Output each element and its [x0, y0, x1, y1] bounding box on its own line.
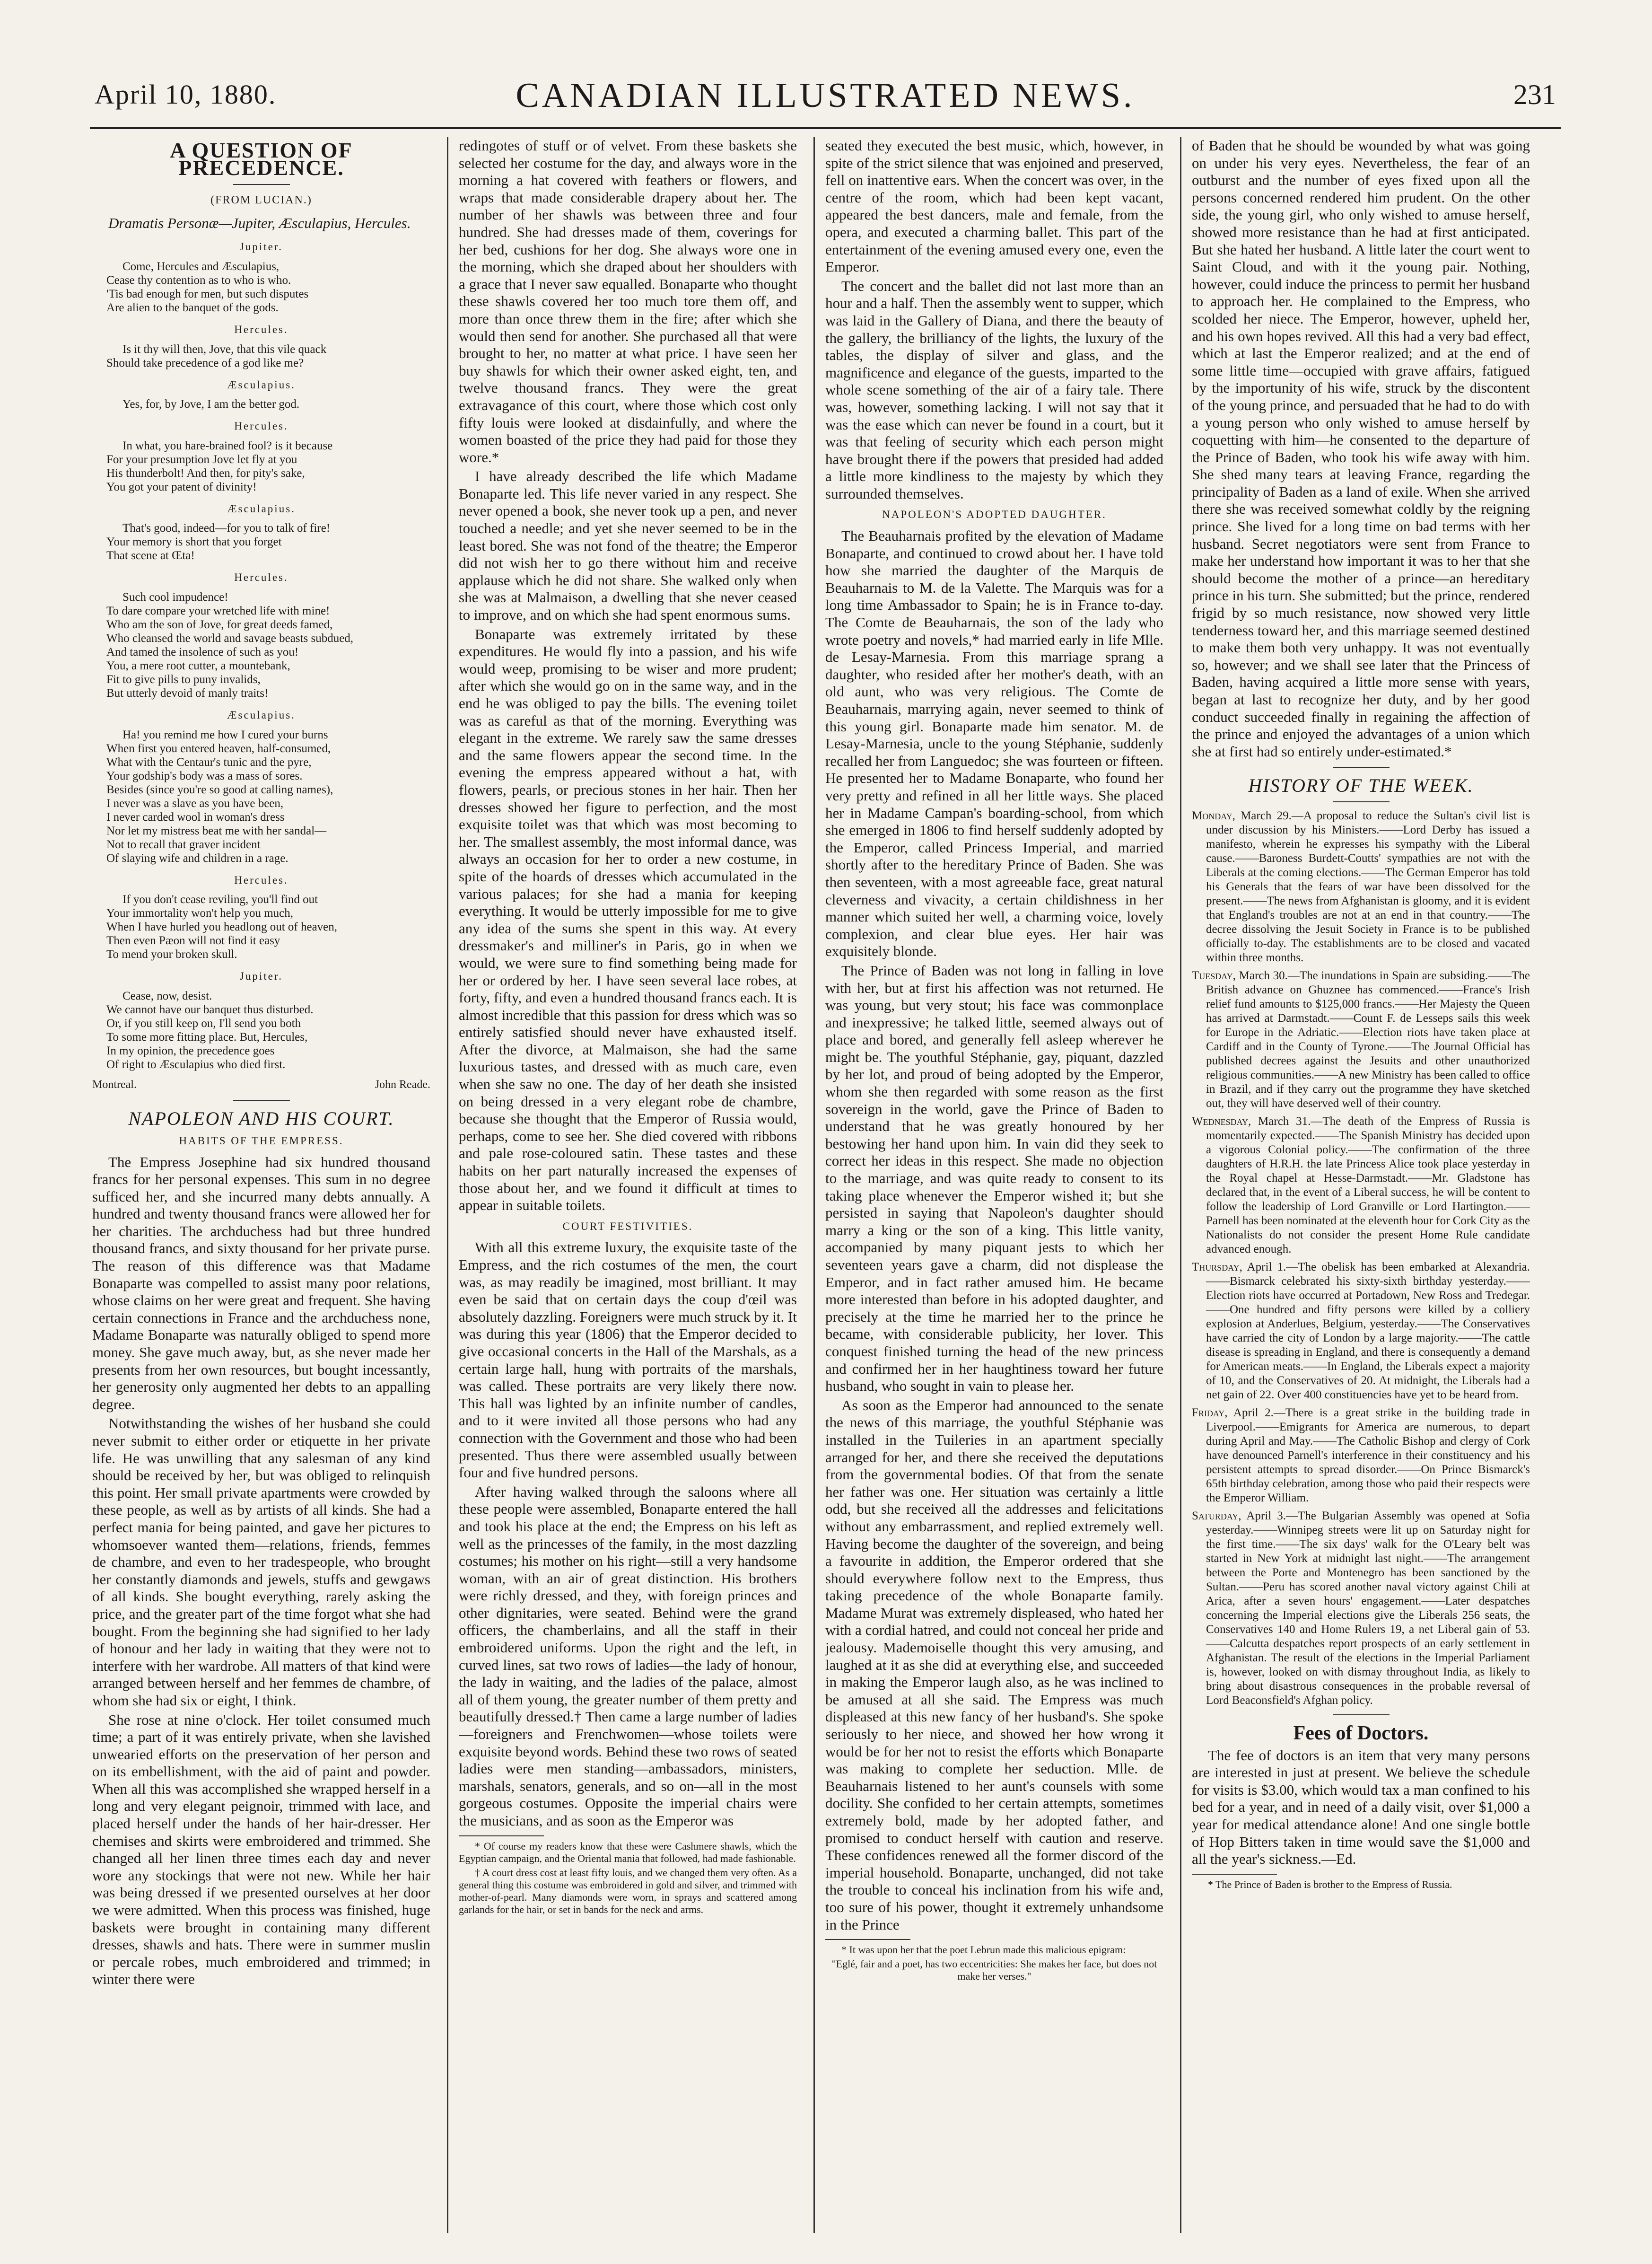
speaker: Æsculapius. — [227, 502, 296, 515]
paragraph: The Prince of Baden was not long in falling in love with her, but at first his affection was not returned. He was young, but very stout; his face was commonplace and inexpressive; he talked little, seemed always out of place and bored, and generally fell asleep wherever he might be. The youthful Stéphanie, gay, piquant, dazzled by her lot, and proud of being adopted by the Emperor, whom she then regarded with some reason as the first sovereign in the world, gave the Prince of Baden to understand that he was greatly honoured by her bestowing her hand upon him. In vain did they seek to correct her ideas in this respect. She made no objection to the marriage, and was quite ready to consent to its taking place whenever the Emperor wished it; but she persisted in saying that Napoleon's daughter should marry a king or the son of a king. This little vanity, accompanied by many piquant jests to which her seventeen years gave a charm, did not displease the Emperor, and in fact rather amused him. He became more interested than before in his adopted daughter, and precisely at the time he married her to the prince he became, with considerable publicity, her lover. This conquest finished turning the head of the new princess and confirmed her in her haughtiness toward her future husband, who sought in vain to please her. — [825, 962, 1163, 1395]
section-heading: COURT FESTIVITIES. — [562, 1220, 693, 1232]
verse: That's good, indeed—for you to talk of fire! Your memory is short that you forget That scene at Œta! — [106, 522, 331, 562]
signature — [92, 1076, 430, 1094]
history-text: March 30.—The inundations in Spain are subsiding.——The British advance on Ghuznee has commenced.——France's Irish relief fund amounts to $125,000 francs.——Her Majesty the Queen has arrived at Darmstadt.——Count F. de Lesseps sails this week for Europe in the Adriatic.——Election riots have taken place at Cardiff and in the County of Tyrone.——The Journal Official has published decrees against the Jesuits and other unauthorized religious communities.——A new Ministry has been called to office in Brazil, and if they carry out the programme they have sketched out, they will have deserved well of their country. — [1206, 969, 1530, 1110]
speaker: Hercules. — [234, 571, 288, 584]
column-4 — [1192, 137, 1530, 2233]
verse: Ha! you remind me how I cured your burns When first you entered heaven, half-consumed, What with the Centaur's tunic and the pyre, Your godship's body was a mass of sores. Besides (since you're so good at calling names), I never was a slave as you have been, I never carded wool in woman's dress Nor let my mistress beat me with her sandal— Not to recall that graver incident Of slaying wife and children in a rage. — [106, 728, 333, 865]
column-3 — [825, 137, 1163, 2233]
footnote-rule — [825, 1939, 910, 1940]
paragraph: The concert and the ballet did not last more than an hour and a half. Then the assembly went to supper, which was laid in the Gallery of Diana, and there the beauty of the gallery, the brilliancy of the lights, the luxury of the tables, the display of silver and glass, and the magnificence and elegance of the guests, imparted to the whole scene something of the air of a fairy tale. There was, however, something lacking. I will not say that it was the ease which can never be found in a court, but it was that feeling of security which each person might have brought there if the powers that presided had added a little more kindliness to the majesty by which they surrounded themselves. — [825, 277, 1163, 502]
paragraph: seated they executed the best music, which, however, in spite of the strict silence that was enjoined and preserved, fell on inattentive ears. When the concert was over, in the centre of the room, which had been kept vacant, appeared the best dancers, male and female, from the opera, and executed a charming ballet. This part of the entertainment of the evening amused every one, even the Emperor. — [825, 137, 1163, 275]
footnote: * The Prince of Baden is brother to the Empress of Russia. — [1208, 1878, 1452, 1890]
verse: In what, you hare-brained fool? is it because For your presumption Jove let fly at you His thunderbolt! And then, for pity's sake, You got your patent of divinity! — [106, 439, 333, 493]
column-1 — [92, 137, 430, 2233]
column-divider — [1180, 137, 1181, 2233]
footnote-rule — [459, 1835, 544, 1836]
history-entries — [1192, 809, 1530, 1708]
history-text: April 2.—There is a great strike in the building trade in Liverpool.——Emigrants for America are numerous, to depart during April and May.——The Catholic Bishop and clergy of Cork have denounced Parnell's interference in their constituency and his persistent attempts to spread disorder.——On Prince Bismarck's 65th birthday celebration, among those who paid their respects were the Emperor William. — [1206, 1406, 1530, 1504]
history-day: Thursday, — [1192, 1260, 1242, 1273]
column-divider — [447, 137, 448, 2233]
paragraph: redingotes of stuff or of velvet. From these baskets she selected her costume for the day, and always wore in the morning a hat covered with feathers or flowers, and wraps that made considerable drapery about her. The number of her shawls was between three and four hundred. She had dresses made of them, coverings for her bed, cushions for her dog. She always wore one in the morning, which she draped about her shoulders with a grace that I never saw equalled. Bonaparte who thought these shawls covered her too much tore them off, and more than once threw them in the fire; after which she would then send for another. She purchased all that were brought to her, no matter at what price. I have seen her buy shawls for which their owner asked eight, ten, and twelve thousand francs. They were the great extravagance of this court, where those which cost only fifty louis were looked at disdainfully, and where the women boasted of the price they had paid for those they wore.* — [459, 137, 797, 465]
history-day: Saturday, — [1192, 1509, 1241, 1522]
dramatis-personae: Dramatis Personæ—Jupiter, Æsculapius, Hercules. — [108, 214, 411, 231]
paragraph: After having walked through the saloons where all these people were assembled, Bonaparte entered the hall and took his place at the end; the Empress on his left as well as the princesses of the family, in the most dazzling costumes; his mother on his right—still a very handsome woman, with an air of great distinction. His brothers were richly dressed, and they, with foreign princes and other dignitaries, were seated. Behind were the grand officers, the chamberlains, and all the staff in their embroidered uniforms. Upon the right and the left, in curved lines, sat two rows of ladies—the lady of honour, the lady in waiting, and the ladies of the palace, almost all of them young, the greater number of them pretty and beautifully dressed.† Then came a large number of ladies—foreigners and Frenchwomen—whose toilets were exquisite beyond words. Behind these two rows of seated ladies were men standing—ambassadors, ministers, marshals, senators, generals, and so on—all in the most gorgeous costumes. Opposite the imperial chairs were the musicians, and as soon as the Emperor was — [459, 1483, 797, 1829]
history-entry — [1192, 1260, 1530, 1402]
divider — [233, 184, 290, 185]
column-divider — [813, 137, 815, 2233]
history-entry — [1192, 969, 1530, 1111]
speaker: Jupiter. — [239, 241, 283, 253]
speaker: Æsculapius. — [227, 378, 296, 391]
footnote: † A court dress cost at least fifty louis, and we changed them very often. As a general thing this costume was embroidered in gold and silver, and trimmed with mother-of-pearl. Many diamonds were worn, in sprays and scattered among garlands for the hair, or set in bands for the neck and arms. — [459, 1866, 797, 1915]
article-title-fees: Fees of Doctors. — [1293, 1722, 1429, 1744]
issue-date: April 10, 1880. — [95, 79, 277, 110]
history-entry — [1192, 1114, 1530, 1256]
speaker: Hercules. — [234, 874, 288, 886]
publication-title: CANADIAN ILLUSTRATED NEWS. — [516, 76, 1135, 115]
history-day: Wednesday, — [1192, 1114, 1251, 1128]
verse: Come, Hercules and Æsculapius, Cease thy contention as to who is who. 'Tis bad enough for men, but such disputes Are alien to the banquet of the gods. — [106, 260, 309, 314]
speaker: Hercules. — [234, 323, 288, 335]
history-entry — [1192, 1406, 1530, 1505]
paragraph: Notwithstanding the wishes of her husband she could never submit to either order or etiquette in her private life. He was unwilling that any salesman of any kind should be received by her, but was obliged to relinquish this point. Her small private apartments were crowded by these people, as well as by artists of all kinds. She had a perfect mania for being painted, and gave her pictures to whomsoever wanted them—relations, friends, femmes de chambre, and even to her tradespeople, who brought her constantly diamonds and jewels, stuffs and gewgaws of all kinds. She bought everything, rarely asking the price, and the greater part of the time forgot what she had bought. From the beginning she had signified to her lady of honour and her lady in waiting that they were not to interfere with her wardrobe. All matters of that kind were arranged between herself and her femmes de chambre, of whom she had six or eight, I think. — [92, 1415, 430, 1709]
divider — [233, 1100, 290, 1101]
signature-author: John Reade. — [375, 1078, 430, 1091]
verse: If you don't cease reviling, you'll find out Your immortality won't help you much, When I have hurled you headlong out of heaven, Then even Pæon will not find it easy To mend your broken skull. — [106, 893, 338, 961]
column-2 — [459, 137, 797, 2233]
verse: Is it thy will then, Jove, that this vile quack Should take precedence of a god like me? — [106, 342, 327, 369]
verse: Cease, now, desist. We cannot have our banquet thus disturbed. Or, if you still keep on, I'll send you both To some more fitting place. But, Hercules, In my opinion, the precedence goes Of right to Æsculapius who died first. — [106, 989, 314, 1071]
divider — [1333, 801, 1390, 802]
divider — [1333, 1714, 1390, 1715]
verse: Such cool impudence! To dare compare your wretched life with mine! Who am the son of Jove, for great deeds famed, Who cleansed the world and savage beasts subdued, And tamed the insolence of such as you! You, a mere root cutter, a mountebank, Fit to give pills to puny invalids, But utterly devoid of manly traits! — [106, 590, 354, 700]
speaker: Jupiter. — [239, 970, 283, 983]
article-source: (FROM LUCIAN.) — [210, 194, 312, 207]
history-entry — [1192, 1509, 1530, 1708]
footnote: * It was upon her that the poet Lebrun made this malicious epigram: — [841, 1944, 1126, 1956]
paragraph: Bonaparte was extremely irritated by these expenditures. He would fly into a passion, and his wife would weep, promising to be wiser and more prudent; after which she would go on in the same way, and in the end he was obliged to pay the bills. The evening toilet was as careful as that of the morning. Everything was elegant in the extreme. We rarely saw the same dresses and the same flowers appear the second time. In the evening the empress appeared without a hat, with flowers, pearls, or precious stones in her hair. Then her dresses showed her figure to perfection, and the most exquisite toilet was that which was most becoming to her. The smallest assembly, the most informal dance, was always an occasion for her to order a new costume, in spite of the hoards of dresses which accumulated in the various palaces; for she had a mania for keeping everything. It would be utterly impossible for me to give any idea of the sums she spent in this way. At every dressmaker's and milliner's in Paris, go in when we would, we were sure to find something being made for her or ordered by her. I have seen several lace robes, at forty, fifty, and even a hundred thousand francs each. It is almost incredible that this passion for dress which was so entirely satisfied should never have exhausted itself. After the divorce, at Malmaison, she had the same luxurious tastes, and dressed with as much care, even when she saw no one. The day of her death she insisted on being dressed in a very elegant robe de chambre, because she thought that the Emperor of Russia would, perhaps, come to see her. She died covered with ribbons and pale rose-coloured satin. These tastes and these habits on her part naturally increased the expenses of those about her, and we found it difficult at times to appear in suitable toilets. — [459, 625, 797, 1214]
paragraph: The Empress Josephine had six hundred thousand francs for her personal expenses. This sum in no degree sufficed her, and she incurred many debts annually. A hundred and twenty thousand francs were allowed her for her charities. The archduchess had but three hundred thousand francs, and sixty thousand for her private purse. The reason of this difference was that Madame Bonaparte was compelled to assist many poor relations, whose claims on her were great and frequent. She having certain connections in France and the archduchess none, Madame Bonaparte was naturally obliged to spend more money. She gave much away, but, as she never made her presents from her own resources, but bought incessantly, her generosity only augmented her debts to an appalling degree. — [92, 1153, 430, 1413]
history-text: March 31.—The death of the Empress of Russia is momentarily expected.——The Spanish Ministry has decided upon a vigorous Colonial policy.——The confirmation of the three daughters of H.R.H. the late Princess Alice took place yesterday in the Royal chapel at Hesse-Darmstadt.——Mr. Gladstone has declared that, in the event of a Liberal success, he will be content to follow the leadership of Lord Granville or Lord Hartington.——Parnell has been nominated at the eleventh hour for Cork City as the Nationalists do not consider the present Home Rule candidate advanced enough. — [1206, 1114, 1530, 1255]
section-heading: HABITS OF THE EMPRESS. — [179, 1134, 344, 1147]
footnote: * Of course my readers know that these were Cashmere shawls, which the Egyptian campaign, and the Oriental mania that followed, had made fashionable. — [459, 1840, 797, 1864]
footnote-rule — [1192, 1874, 1277, 1875]
article-title-napoleon: NAPOLEON AND HIS COURT. — [128, 1108, 394, 1130]
article-title-question: A QUESTION OF PRECEDENCE. — [170, 138, 353, 180]
verse: Yes, for, by Jove, I am the better god. — [122, 398, 300, 411]
divider — [1333, 767, 1390, 768]
history-text: April 3.—The Bulgarian Assembly was opened at Sofia yesterday.——Winnipeg streets were lit up on Saturday night for the first time.——The six days' walk for the O'Leary belt was started in New York at midnight last night.——The arrangement between the Porte and Montenegro has been sanctioned by the Sultan.——Peru has scored another naval victory against Chili at Arica, after a seven hours' engagement.——Later despatches concerning the Imperial elections give the Liberals 256 seats, the Conservatives 140 and Home Rulers 19, a net Liberal gain of 53.——Calcutta despatches report prospects of an early settlement in Afghanistan. The result of the elections in the Imperial Parliament is, however, looked on with dismay throughout India, as likely to bring about disastrous consequences in the probable reversal of Lord Beaconsfield's Afghan policy. — [1206, 1509, 1530, 1707]
section-heading: NAPOLEON'S ADOPTED DAUGHTER. — [882, 509, 1107, 521]
history-text: April 1.—The obelisk has been embarked at Alexandria.——Bismarck celebrated his sixty-sixth birthday yesterday.——Election riots have occurred at Portadown, New Ross and Tredegar.——One hundred and fifty persons were killed by a colliery explosion at Anderlues, Belgium, yesterday.——The Conservatives have carried the city of London by a large majority.——The cattle disease is spreading in England, and there is consequently a demand for American meats.——In England, the Liberals expect a majority of 10, and the Conservatives of 20. At midnight, the Liberals had a net gain of 22. Over 400 constituencies have yet to be heard from. — [1206, 1260, 1530, 1401]
footnote-epigram: "Eglé, fair and a poet, has two eccentricities: She makes her face, but does not make her verses." — [831, 1958, 1157, 1983]
signature-place: Montreal. — [92, 1078, 137, 1091]
history-day: Friday, — [1192, 1406, 1228, 1419]
paragraph: As soon as the Emperor had announced to the senate the news of this marriage, the youthful Stéphanie was installed in the Tuileries in an apartment specially arranged for her, and there she received the deputations from the governmental bodies. Of that from the senate her father was one. Her situation was certainly a little odd, but she received all the addresses and felicitations without any embarrassment, and replied extremely well. Having become the daughter of the sovereign, and being a favourite in addition, the Emperor ordered that she should everywhere follow next to the Empress, thus taking precedence of the whole Bonaparte family. Madame Murat was extremely displeased, who hated her with a cordial hatred, and could not conceal her pride and jealousy. Mademoiselle thought this very amusing, and laughed at it as she did at everything else, and succeeded in making the Emperor laugh also, as he was inclined to be amused at all she said. The Empress was much displeased at this new fancy of her husband's. She spoke seriously to her niece, and showed her how wrong it would be for her not to resist the efforts which Bonaparte was making to complete her seduction. Mlle. de Beauharnais listened to her aunt's counsels with some docility. She confided to her certain attempts, sometimes extremely bold, made by her adopted father, and promised to conduct herself with caution and reserve. These confidences renewed all the former discord of the imperial household. Bonaparte, unchanged, did not take the trouble to conceal his inclination from his wife and, too sure of his power, thought it extremely unhandsome in the Prince — [825, 1396, 1163, 1933]
page-number: 231 — [1513, 79, 1556, 110]
history-day: Monday, — [1192, 809, 1235, 822]
paragraph: The Beauharnais profited by the elevation of Madame Bonaparte, and continued to crowd about her. I have told how she married the daughter of the Marquis de Beauharnais to M. de la Valette. The Marquis was for a long time Ambassador to Spain; he is in France to-day. The Comte de Beauharnais, the son of the lady who wrote poetry and novels,* had married early in life Mlle. de Lesay-Marnesia. From this marriage sprang a daughter, who resided after her mother's death, with an old aunt, who was very religious. The Comte de Beauharnais, marrying again, never seemed to think of this young girl. Bonaparte made him senator. M. de Lesay-Marnesia, uncle to the young Stéphanie, suddenly recalled her from Languedoc; she was fourteen or fifteen. He presented her to Madame Bonaparte, who found her very pretty and refined in all her little ways. She placed her in Madame Campan's boarding-school, from which she emerged in 1806 to find herself suddenly adopted by the Emperor, called Princess Imperial, and married shortly after to the hereditary Prince of Baden. She was then seventeen, with a most agreeable face, great natural cleverness and vivacity, a certain childishness in her manner which suited her well, a charming voice, lovely complexion, and clear blue eyes. Her hair was exquisitely blonde. — [825, 527, 1163, 960]
paragraph: She rose at nine o'clock. Her toilet consumed much time; a part of it was entirely private, when she lavished unwearied efforts on the preservation of her person and on its embellishment, with the aid of paint and powder. When all this was accomplished she wrapped herself in a long and very elegant peignoir, trimmed with lace, and placed herself under the hands of her hair-dresser. Her chemises and skirts were embroidered and trimmed. She changed all her linen three times each day and never wore any stockings that were not new. While her hair was being dressed if we presented ourselves at her door we were admitted. When this process was finished, huge baskets were brought in containing many different dresses, shawls and hats. There were in summer muslin or percale robes, much embroidered and trimmed; in winter there were — [92, 1711, 430, 1988]
history-day: Tuesday, — [1192, 969, 1236, 982]
history-text: March 29.—A proposal to reduce the Sultan's civil list is under discussion by his Ministers.——Lord Derby has issued a manifesto, wherein he expresses his sympathy with the Liberal cause.——Baroness Burdett-Coutts' sympathies are not with the Liberals at the coming elections.——The German Emperor has told his Generals that the fears of war have been dissolved for the present.——The news from Afghanistan is gloomy, and it is evident that England's troubles are not at an end in that country.——The decree dissolving the Jesuit Society in France is to be published officially to-day. The establishments are to be closed and vacated within three months. — [1206, 809, 1530, 964]
paragraph: of Baden that he should be wounded by what was going on under his very eyes. Nevertheless, the fear of an outburst and the number of eyes fixed upon all the persons concerned rendered him prudent. On the other side, the young girl, who only wished to amuse herself, showed more resistance than he had at first anticipated. But she hated her husband. A little later the court went to Saint Cloud, and with it the young pair. Nothing, however, could induce the princess to permit her husband to approach her. He complained to the Empress, who scolded her niece. The Emperor, however, upheld her, and his own hopes revived. All this had a very bad effect, which at last the Emperor realized; and at the end of some little time—occupied with grave affairs, fatigued by the importunity of his wife, struck by the discontent of the young prince, and persuaded that he had to do with a young person who only wished to amuse herself by coquetting with him—he consented to the departure of the Prince of Baden, who took his wife away with him. She shed many tears at leaving France, regarding the principality of Baden as a land of exile. When she arrived there she was received somewhat coldly by the reigning prince. She lived for a long time on bad terms with her husband. Secret negotiators were sent from France to make her understand how important it was to her that she should become the mother of a prince—an hereditary prince in his turn. She submitted; but the prince, rendered frigid by so much resistance, now showed very little tenderness toward her, and this marriage seemed destined to make them both very unhappy. It was not eventually so, however; and we shall see later that the Princess of Baden, having acquired a little more sense with years, began at last to recognize her duty, and by her good conduct succeeded finally in regaining the affection of the prince and enjoyed the advantages of a union which she at first had so entirely under-estimated.* — [1192, 137, 1530, 760]
article-title-history: HISTORY OF THE WEEK. — [1248, 775, 1474, 797]
speaker: Æsculapius. — [227, 709, 296, 721]
masthead-rule — [90, 127, 1561, 129]
masthead — [95, 76, 1556, 114]
paragraph: The fee of doctors is an item that very many persons are interested in just at present. We believe the schedule for visits is $3.00, which would tax a man confined to his bed for a year, and in need of a daily visit, over $1,000 a year for medical attendance alone! And one single bottle of Hop Bitters taken in time would save the $1,000 and all the year's sickness.—Ed. — [1192, 1746, 1530, 1868]
paragraph: I have already described the life which Madame Bonaparte led. This life never varied in any respect. She never opened a book, she never took up a pen, and never touched a needle; and yet she never seemed to be in the least bored. She was not fond of the theatre; the Emperor did not wish her to go there without him and receive applause which he did not share. She walked only when she was at Malmaison, a dwelling that she never ceased to improve, and on which she had spent enormous sums. — [459, 468, 797, 623]
history-entry — [1192, 809, 1530, 965]
speaker: Hercules. — [234, 420, 288, 432]
paragraph: With all this extreme luxury, the exquisite taste of the Empress, and the rich costumes of the men, the court was, as may readily be imagined, most brilliant. It may even be said that on certain days the coup d'œil was absolutely dazzling. Foreigners were much struck by it. It was during this year (1806) that the Emperor decided to give occasional concerts in the Hall of the Marshals, as a certain large hall, hung with portraits of the marshals, was called. These portraits are very likely there now. This hall was lighted by an infinite number of candles, and to it were invited all those persons who had any connection with the Government and those who had been presented. Thus there were assembled usually between four and five hundred persons. — [459, 1239, 797, 1481]
